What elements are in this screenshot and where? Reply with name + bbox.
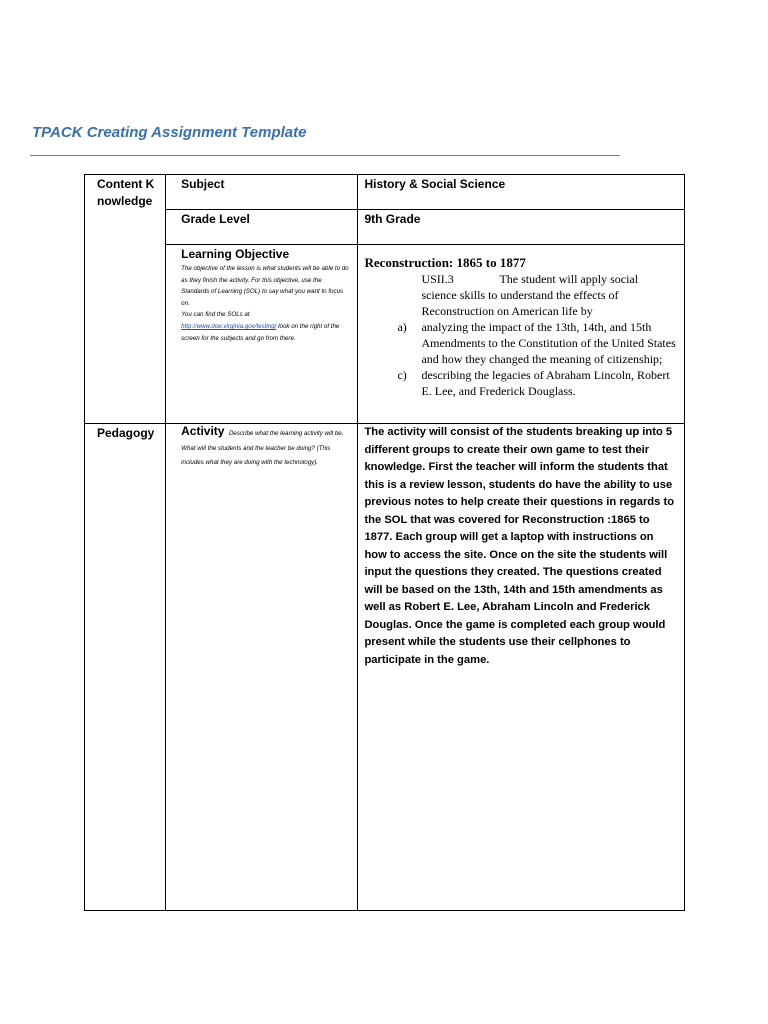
grade-value: 9th Grade xyxy=(364,212,421,226)
objective-row xyxy=(85,245,685,424)
objective-item xyxy=(397,367,676,399)
activity-help: Describe what the learning activity will be. What will the students and the teacher be doing? (This includes what they are doing with the technology). xyxy=(181,430,344,467)
title-underline xyxy=(30,155,620,156)
pedagogy-cell xyxy=(85,424,166,911)
objective-intro: The student will apply social science skills to understand the effects of Reconstruction on American life by xyxy=(421,272,639,318)
objective-heading: Reconstruction: 1865 to 1877 xyxy=(364,255,526,270)
objective-item-marker: c) xyxy=(397,368,407,382)
activity-label-cell xyxy=(166,424,358,911)
activity-description: The activity will consist of the students breaking up into 5 different groups to create their own game to test their knowledge. First the teacher will inform the students that this is a review lesson, students do have the ability to use previous notes to help create their questions in regards to the SOL that was covered for Reconstruction :1865 to 1877. Each group will get a laptop with instructions on how to access the site. Once on the site the students will input the questions they created. The questions created will be based on the 13th, 14th and 15th amendments as well as Robert E. Lee, Abraham Lincoln and Frederick Douglas. Once the game is completed each group would present while the students use their cellphones to participate in the game. xyxy=(364,426,675,666)
activity-label-block xyxy=(166,424,357,469)
pedagogy-label: Pedagogy xyxy=(97,426,155,440)
pedagogy-row xyxy=(85,424,685,911)
objective-help-text: The objective of the lesson is what students will be able to do as they finish the activity. For this objective, use the Standards of Learning (SOL) to say what you want to focus on. xyxy=(181,265,349,307)
subject-label: Subject xyxy=(181,177,225,191)
content-knowledge-label: Content Knowledge xyxy=(97,177,155,208)
objective-item-text: analyzing the impact of the 13th, 14th, and 15th Amendments to the Constitution of the United States and how they changed the meaning of citizenship; xyxy=(421,320,676,366)
sol-code: USII.3 xyxy=(421,272,454,286)
activity-label: Activity xyxy=(181,424,225,438)
subject-row xyxy=(85,175,685,210)
content-knowledge-cell xyxy=(85,175,166,424)
sol-link[interactable]: http://www.doe.virginia.gov/testing/ xyxy=(181,322,277,330)
objective-item xyxy=(397,319,676,367)
grade-label: Grade Level xyxy=(181,212,250,226)
subject-value: History & Social Science xyxy=(364,177,506,191)
objective-item-text: describing the legacies of Abraham Lincoln, Robert E. Lee, and Frederick Douglass. xyxy=(421,368,670,398)
activity-value-cell xyxy=(358,424,685,911)
grade-label-cell xyxy=(166,210,358,245)
objective-item-marker: a) xyxy=(397,320,407,334)
objective-help-tail: look on the right of the screen for the subjects and go from there. xyxy=(181,322,340,342)
subject-value-cell xyxy=(358,175,685,210)
objective-help xyxy=(166,263,357,344)
subject-label-cell xyxy=(166,175,358,210)
assignment-table xyxy=(84,174,685,911)
grade-value-cell xyxy=(358,210,685,245)
grade-row xyxy=(85,210,685,245)
objective-label: Learning Objective xyxy=(181,247,290,261)
document-title: TPACK Creating Assignment Template xyxy=(32,124,307,141)
objective-list xyxy=(397,319,676,399)
objective-value-cell xyxy=(358,245,685,424)
objective-help-sol-text: You can find the SOLs at xyxy=(181,311,250,319)
objective-body xyxy=(397,271,684,399)
objective-label-cell xyxy=(166,245,358,424)
